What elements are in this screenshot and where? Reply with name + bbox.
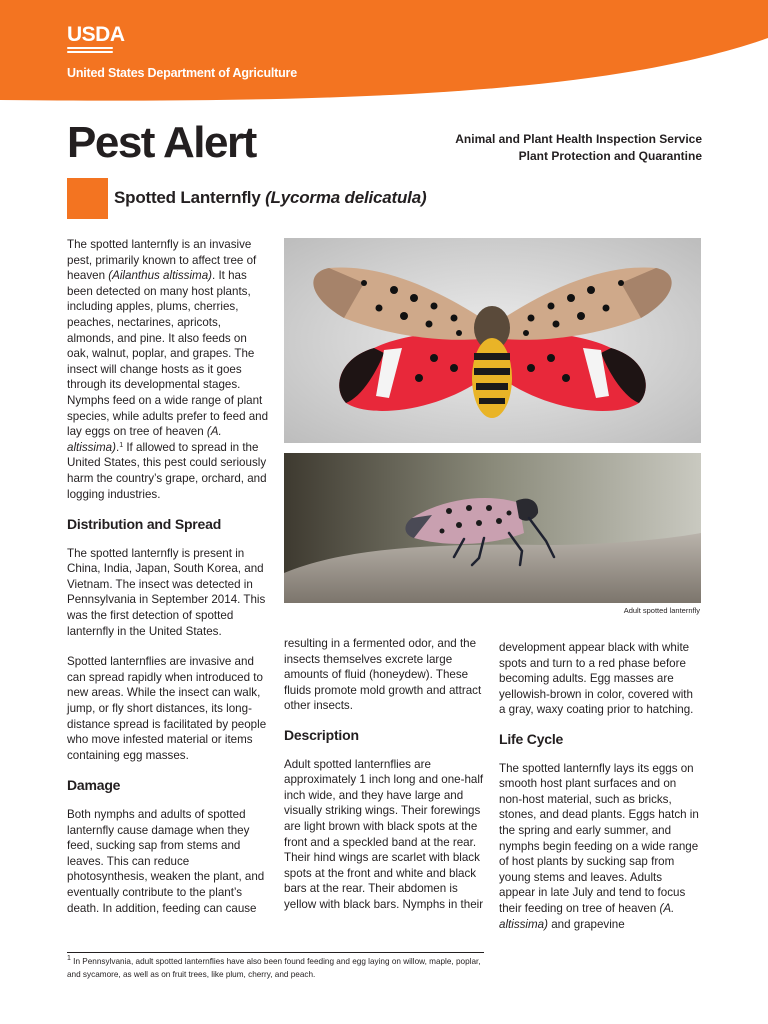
agency-block [455,131,702,165]
heading-description: Description [284,727,359,743]
agency-line-1: Animal and Plant Health Inspection Service [455,132,702,146]
column-3 [499,640,701,947]
heading-distribution: Distribution and Spread [67,516,222,533]
heading-damage: Damage [67,777,121,794]
department-name: United States Department of Agriculture [67,66,297,80]
distribution-paragraph-1: The spotted lanternfly is present in China, India, Japan, South Korea, and Vietnam. The insect was detected in Pennsylvania in September 2014. This was the first detection of spotted lanternfly in the United States. [67,546,266,638]
pest-subtitle: Spotted Lanternfly (Lycorma delicatula) [114,188,427,207]
footnote-marker[interactable]: 1 [119,441,124,449]
description-paragraph-continued: development appear black with white spots and turn to a red phase before becoming adults. Egg masses are yellowish-brown in color, covered with a gray, waxy coating prior to hatching. [499,641,694,717]
footnote-rule [67,952,484,953]
damage-paragraph: Both nymphs and adults of spotted lanternfly cause damage when they feed, sucking sap from stems and leaves. This can reduce photosynthesis, weaken the plant, and eventually contribute to the plant’s death. In addition, feeding can cause [67,808,265,915]
orange-square-marker [67,178,108,219]
distribution-paragraph-2: Spotted lanternflies are invasive and can spread rapidly when introduced to new areas. While the insect can walk, jump, or fly short distances, its long-distance spread is facilitated by people who move infested material or items containing egg masses. [67,655,267,762]
photo-lanternfly-on-rock [284,453,701,603]
photo-lanternfly-wings-spread [284,238,701,443]
column-2 [284,637,484,927]
header-banner [0,0,768,110]
column-1 [67,237,269,932]
photo-caption: Adult spotted lanternfly [623,606,700,615]
footnote: $^1$ In Pennsylvania, adult spotted lanternflies have also been found feeding and egg laying on willow, maple, poplar, and sycamore, as well as on fruit trees, like plum, cherry, and peach. [67,955,481,979]
intro-paragraph: The spotted lanternfly is an invasive pest, primarily known to affect tree of heaven (Ailanthus altissima). It has been detected on many host plants, including apples, plums, cherries, peaches, nectarines, apricots, almonds, and pine. It also feeds on oak, walnut, poplar, and grapes. The insect will change hosts as it goes through its developmental stages. Nymphs feed on a wide range of plant species, while adults prefer to feed and lay eggs on tree of heaven (A. altissima).$^1$ If allowed to spread in the United States, this pest could seriously harm the country’s grape, orchard, and logging industries. [67,238,269,501]
description-paragraph: Adult spotted lanternflies are approximately 1 inch long and one-half inch wide, and they have large and visually striking wings. Their forewings are light brown with black spots at the front and a speckled band at the rear. Their hind wings are scarlet with black spots at the front and white and black bars at the rear. Their abdomen is yellow with black bars. Nymphs in their [284,757,484,911]
damage-paragraph-continued: resulting in a fermented odor, and the insects themselves excrete large amounts of fluid (honeydew). These fluids promote mold growth and attract other insects. [284,637,482,713]
lifecycle-paragraph: The spotted lanternfly lays its eggs on smooth host plant surfaces and on non-host material, such as bricks, stones, and dead plants. Eggs hatch in the spring and early summer, and nymphs begin feeding on a wide range of host plants by sucking sap from young stems and leaves. Adults appear in late July and tend to focus their feeding on tree of heaven (A. altissima) and grapevine [499,761,699,931]
agency-line-2: Plant Protection and Quarantine [518,149,702,163]
heading-life-cycle: Life Cycle [499,731,564,747]
usda-logo: USDA [67,25,125,53]
page-title: Pest Alert [67,118,256,167]
